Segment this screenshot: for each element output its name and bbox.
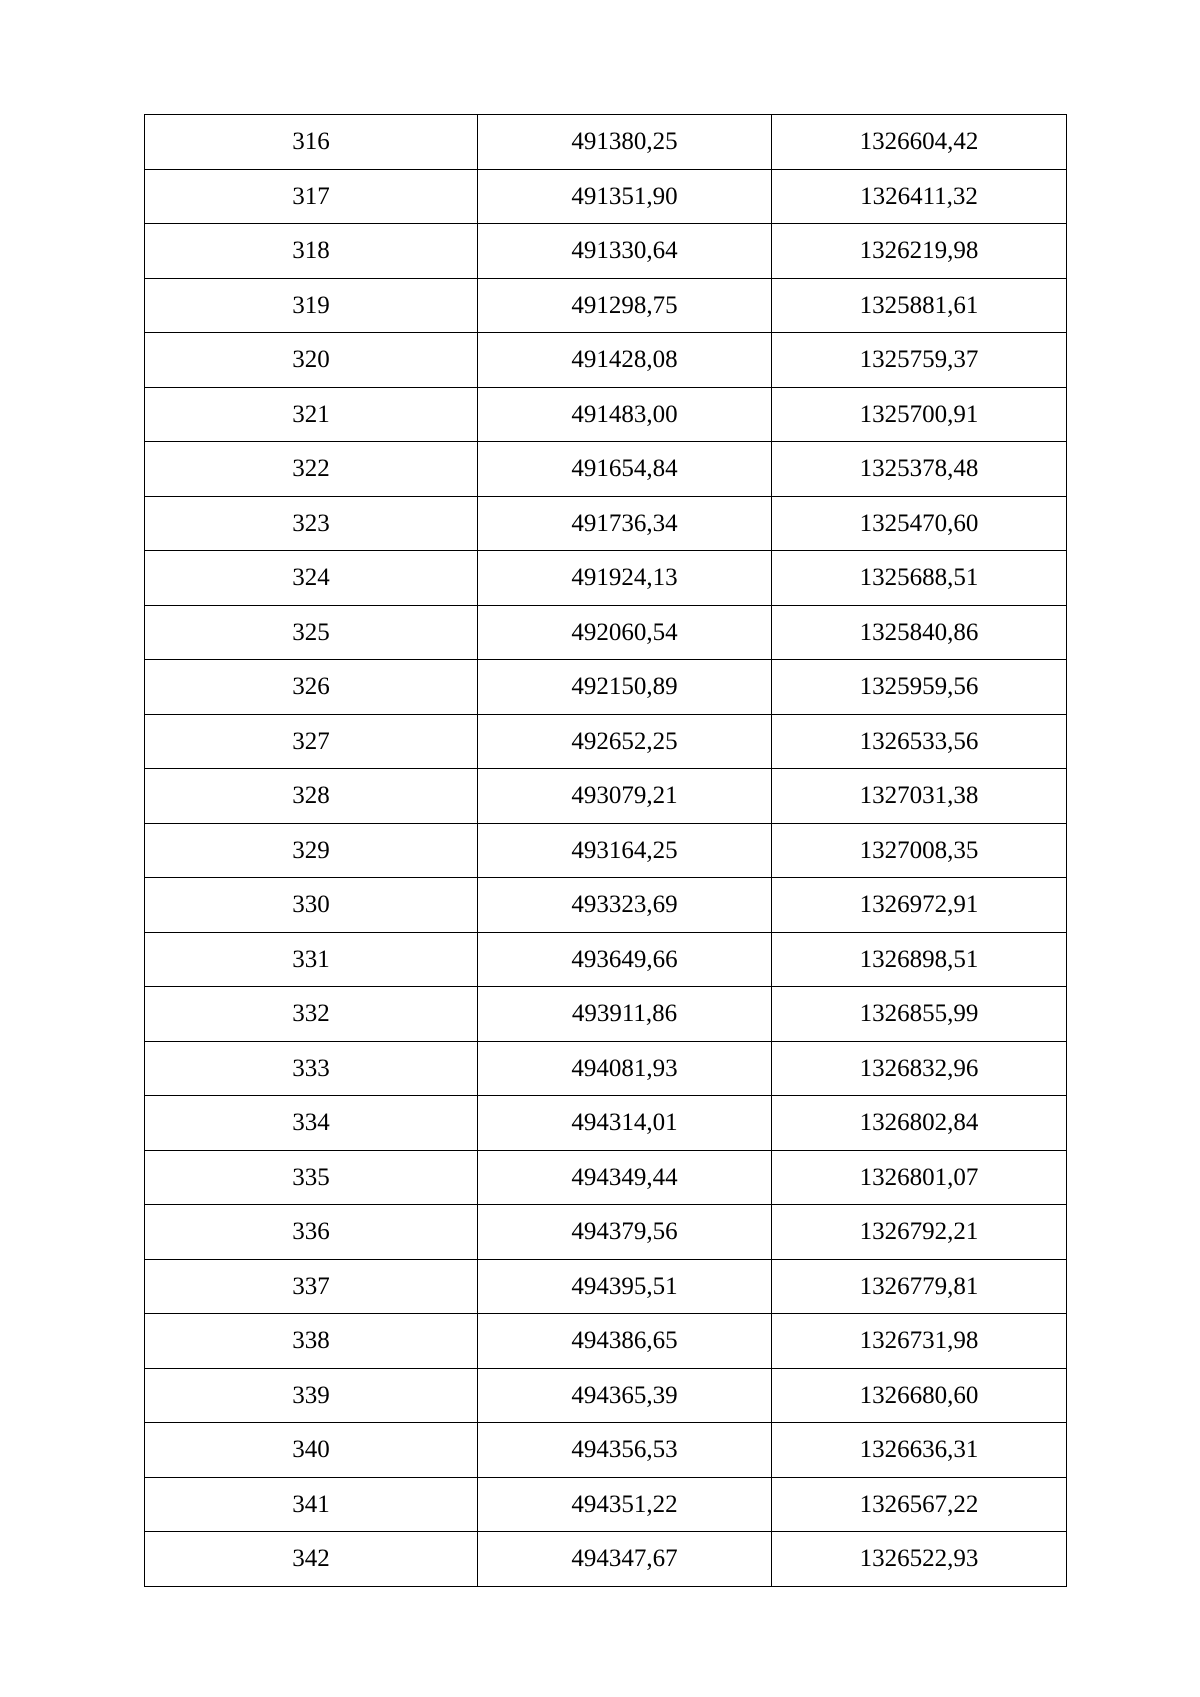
x-coordinate-cell: 494379,56 bbox=[478, 1205, 772, 1260]
y-coordinate-cell: 1327008,35 bbox=[772, 823, 1067, 878]
x-coordinate-cell: 493323,69 bbox=[478, 878, 772, 933]
point-number-cell: 341 bbox=[145, 1477, 478, 1532]
y-coordinate-cell: 1326636,31 bbox=[772, 1423, 1067, 1478]
x-coordinate-cell: 494356,53 bbox=[478, 1423, 772, 1478]
point-number-cell: 330 bbox=[145, 878, 478, 933]
point-number-cell: 336 bbox=[145, 1205, 478, 1260]
point-number-cell: 331 bbox=[145, 932, 478, 987]
point-number-cell: 318 bbox=[145, 224, 478, 279]
x-coordinate-cell: 493911,86 bbox=[478, 987, 772, 1042]
table-row bbox=[145, 1532, 1067, 1587]
y-coordinate-cell: 1325700,91 bbox=[772, 387, 1067, 442]
point-number-cell: 327 bbox=[145, 714, 478, 769]
y-coordinate-cell: 1325881,61 bbox=[772, 278, 1067, 333]
table-row bbox=[145, 224, 1067, 279]
x-coordinate-cell: 491736,34 bbox=[478, 496, 772, 551]
y-coordinate-cell: 1325959,56 bbox=[772, 660, 1067, 715]
y-coordinate-cell: 1325759,37 bbox=[772, 333, 1067, 388]
coordinate-table bbox=[144, 114, 1067, 1587]
x-coordinate-cell: 491428,08 bbox=[478, 333, 772, 388]
x-coordinate-cell: 491924,13 bbox=[478, 551, 772, 606]
table-row bbox=[145, 1096, 1067, 1151]
y-coordinate-cell: 1326792,21 bbox=[772, 1205, 1067, 1260]
point-number-cell: 337 bbox=[145, 1259, 478, 1314]
table-row bbox=[145, 169, 1067, 224]
x-coordinate-cell: 494081,93 bbox=[478, 1041, 772, 1096]
table-row bbox=[145, 1041, 1067, 1096]
point-number-cell: 334 bbox=[145, 1096, 478, 1151]
point-number-cell: 316 bbox=[145, 115, 478, 170]
table-row bbox=[145, 387, 1067, 442]
y-coordinate-cell: 1326832,96 bbox=[772, 1041, 1067, 1096]
table-row bbox=[145, 660, 1067, 715]
point-number-cell: 338 bbox=[145, 1314, 478, 1369]
y-coordinate-cell: 1325378,48 bbox=[772, 442, 1067, 497]
y-coordinate-cell: 1326972,91 bbox=[772, 878, 1067, 933]
table-row bbox=[145, 1314, 1067, 1369]
table-row bbox=[145, 878, 1067, 933]
table-row bbox=[145, 1477, 1067, 1532]
table-row bbox=[145, 1423, 1067, 1478]
table-row bbox=[145, 442, 1067, 497]
y-coordinate-cell: 1325470,60 bbox=[772, 496, 1067, 551]
y-coordinate-cell: 1326604,42 bbox=[772, 115, 1067, 170]
x-coordinate-cell: 494349,44 bbox=[478, 1150, 772, 1205]
point-number-cell: 324 bbox=[145, 551, 478, 606]
point-number-cell: 332 bbox=[145, 987, 478, 1042]
point-number-cell: 333 bbox=[145, 1041, 478, 1096]
y-coordinate-cell: 1326411,32 bbox=[772, 169, 1067, 224]
table-row bbox=[145, 714, 1067, 769]
point-number-cell: 319 bbox=[145, 278, 478, 333]
point-number-cell: 322 bbox=[145, 442, 478, 497]
y-coordinate-cell: 1326802,84 bbox=[772, 1096, 1067, 1151]
point-number-cell: 325 bbox=[145, 605, 478, 660]
x-coordinate-cell: 491298,75 bbox=[478, 278, 772, 333]
point-number-cell: 342 bbox=[145, 1532, 478, 1587]
y-coordinate-cell: 1326731,98 bbox=[772, 1314, 1067, 1369]
y-coordinate-cell: 1326680,60 bbox=[772, 1368, 1067, 1423]
table-row bbox=[145, 496, 1067, 551]
point-number-cell: 317 bbox=[145, 169, 478, 224]
x-coordinate-cell: 493079,21 bbox=[478, 769, 772, 824]
x-coordinate-cell: 493649,66 bbox=[478, 932, 772, 987]
table-row bbox=[145, 769, 1067, 824]
x-coordinate-cell: 494365,39 bbox=[478, 1368, 772, 1423]
y-coordinate-cell: 1326855,99 bbox=[772, 987, 1067, 1042]
table-row bbox=[145, 333, 1067, 388]
x-coordinate-cell: 492060,54 bbox=[478, 605, 772, 660]
x-coordinate-cell: 494347,67 bbox=[478, 1532, 772, 1587]
y-coordinate-cell: 1326219,98 bbox=[772, 224, 1067, 279]
table-row bbox=[145, 987, 1067, 1042]
x-coordinate-cell: 491351,90 bbox=[478, 169, 772, 224]
y-coordinate-cell: 1326898,51 bbox=[772, 932, 1067, 987]
table-row bbox=[145, 1368, 1067, 1423]
table-row bbox=[145, 115, 1067, 170]
coordinate-table-body bbox=[145, 115, 1067, 1587]
x-coordinate-cell: 492150,89 bbox=[478, 660, 772, 715]
y-coordinate-cell: 1326522,93 bbox=[772, 1532, 1067, 1587]
point-number-cell: 329 bbox=[145, 823, 478, 878]
point-number-cell: 320 bbox=[145, 333, 478, 388]
y-coordinate-cell: 1326779,81 bbox=[772, 1259, 1067, 1314]
y-coordinate-cell: 1325840,86 bbox=[772, 605, 1067, 660]
table-row bbox=[145, 1205, 1067, 1260]
x-coordinate-cell: 492652,25 bbox=[478, 714, 772, 769]
x-coordinate-cell: 491330,64 bbox=[478, 224, 772, 279]
x-coordinate-cell: 491654,84 bbox=[478, 442, 772, 497]
y-coordinate-cell: 1326801,07 bbox=[772, 1150, 1067, 1205]
point-number-cell: 335 bbox=[145, 1150, 478, 1205]
table-row bbox=[145, 605, 1067, 660]
point-number-cell: 339 bbox=[145, 1368, 478, 1423]
table-row bbox=[145, 1259, 1067, 1314]
x-coordinate-cell: 494351,22 bbox=[478, 1477, 772, 1532]
x-coordinate-cell: 491483,00 bbox=[478, 387, 772, 442]
y-coordinate-cell: 1326567,22 bbox=[772, 1477, 1067, 1532]
y-coordinate-cell: 1327031,38 bbox=[772, 769, 1067, 824]
x-coordinate-cell: 491380,25 bbox=[478, 115, 772, 170]
x-coordinate-cell: 494314,01 bbox=[478, 1096, 772, 1151]
point-number-cell: 323 bbox=[145, 496, 478, 551]
point-number-cell: 321 bbox=[145, 387, 478, 442]
x-coordinate-cell: 493164,25 bbox=[478, 823, 772, 878]
table-row bbox=[145, 823, 1067, 878]
x-coordinate-cell: 494386,65 bbox=[478, 1314, 772, 1369]
y-coordinate-cell: 1326533,56 bbox=[772, 714, 1067, 769]
table-row bbox=[145, 932, 1067, 987]
point-number-cell: 328 bbox=[145, 769, 478, 824]
y-coordinate-cell: 1325688,51 bbox=[772, 551, 1067, 606]
point-number-cell: 340 bbox=[145, 1423, 478, 1478]
point-number-cell: 326 bbox=[145, 660, 478, 715]
table-row bbox=[145, 278, 1067, 333]
table-row bbox=[145, 1150, 1067, 1205]
table-row bbox=[145, 551, 1067, 606]
x-coordinate-cell: 494395,51 bbox=[478, 1259, 772, 1314]
